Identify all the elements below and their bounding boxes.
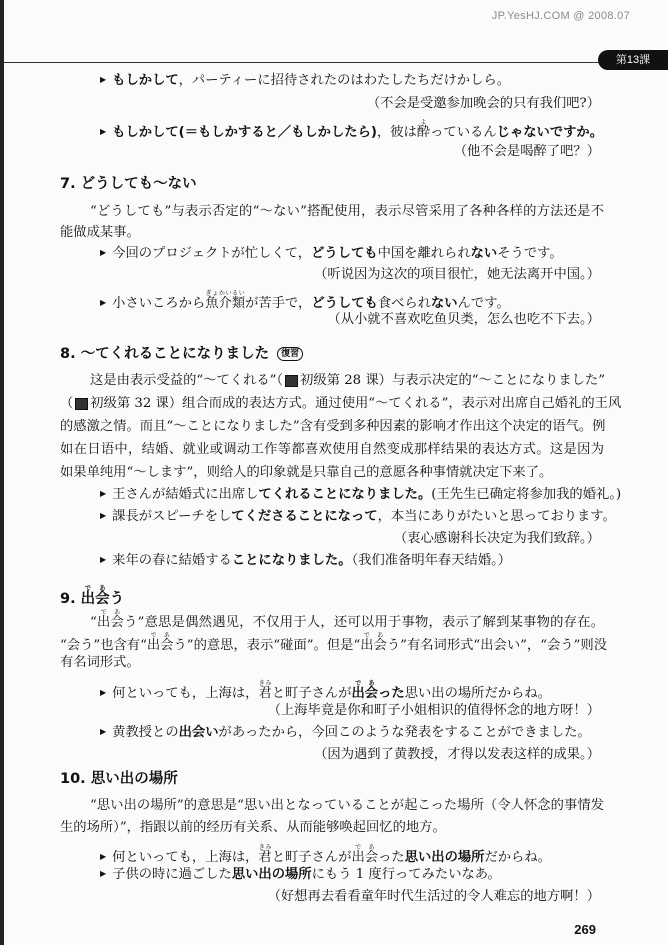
example-sentence — [100, 866, 501, 885]
text: 有名词形式。 — [60, 655, 140, 670]
furigana-word — [416, 119, 431, 140]
ruby-base: 出会 — [351, 850, 379, 865]
ruby-base: 出会 — [351, 686, 379, 701]
translation: （上海毕竟是你和町子小姐相识的值得怀念的地方呀！） — [267, 703, 600, 718]
text: があったから，今回このような発表をすることができました。 — [218, 725, 591, 740]
book-reference-icon — [75, 398, 88, 410]
furigana: であ — [360, 632, 387, 639]
furigana: であ — [351, 680, 379, 687]
text: う”的意思，表示“碰面”。但是“ — [173, 638, 361, 653]
paragraph-line — [60, 418, 604, 436]
ruby-base: 魚介類 — [205, 296, 246, 311]
text: にもう 1 度行ってみたいなあ。 — [311, 867, 501, 882]
emphasized-text: ない — [431, 296, 458, 311]
translation: （好想再去看看童年时代生活过的令人难忘的地方啊！） — [267, 889, 600, 904]
section-heading: 7. どうしても〜ない — [60, 176, 197, 192]
ruby-base: 出会 — [80, 591, 110, 607]
text: 这是由表示受益的“〜てくれる”（ — [90, 373, 284, 388]
emphasized-text: てくださることになって — [231, 509, 378, 524]
example-sentence — [100, 119, 603, 143]
section-number: 9. — [60, 591, 81, 607]
emphasized-text: もしかして(＝もしかすると／もしかしたら) — [112, 125, 377, 140]
paragraph-line — [90, 203, 604, 221]
text — [416, 119, 431, 140]
text: “どうしても”与表示否定的“〜ない”搭配使用，表示尽管采用了各种各样的方法还是不 — [90, 204, 604, 219]
furigana-word — [351, 680, 379, 701]
ruby-base: 君 — [258, 850, 272, 865]
text: 小さいころから — [112, 296, 206, 311]
text: ，彼は — [376, 125, 417, 140]
text — [258, 844, 272, 865]
text — [96, 609, 125, 630]
ruby-base: 出会 — [146, 638, 174, 653]
furigana: きみ — [258, 680, 272, 687]
translation: （衷心感谢科长决定为我们致辞。） — [393, 531, 600, 546]
translation: （从小就不喜欢吃鱼贝类，怎么也吃不下去。） — [327, 312, 600, 327]
ruby-base: 出会 — [96, 615, 125, 630]
translation: （他不会是喝醉了吧？） — [453, 144, 600, 159]
emphasized-text: どうしても — [311, 296, 378, 311]
paragraph-line — [60, 632, 607, 655]
text: （ — [60, 396, 74, 411]
ruby-base: 出会 — [360, 638, 387, 653]
text: 中国を離れられ — [377, 246, 471, 261]
text: が苦手で， — [245, 296, 312, 311]
section-title — [80, 585, 125, 607]
header-rule — [4, 62, 608, 63]
translation: （不会是受邀参加晚会的只有我们吧?） — [366, 96, 600, 111]
furigana: であ — [146, 632, 174, 639]
text: そうです。 — [497, 246, 563, 261]
section-title: 8. 〜てくれることになりました — [60, 346, 270, 362]
text: と町子さんが — [271, 686, 352, 701]
furigana: ぎょかいるい — [205, 290, 246, 297]
furigana-word — [80, 585, 110, 607]
text: 来年の春に結婚する — [112, 553, 232, 568]
furigana-word — [258, 844, 272, 865]
example-sentence — [100, 552, 511, 571]
text: 生的场所）”，指跟以前的经历有关系、从而能够唤起回忆的地方。 — [60, 820, 446, 835]
example-sentence — [100, 486, 621, 505]
paragraph-line — [90, 609, 604, 632]
text: と町子さんが — [271, 850, 352, 865]
page-number: 269 — [574, 922, 596, 937]
ruby-base: 君 — [258, 686, 272, 701]
emphasized-text: った — [378, 686, 405, 701]
book-reference-icon — [285, 375, 298, 387]
text: ，パーティーに招待されたのはわたしたちだけかしら。 — [178, 73, 510, 88]
translation: （因为遇到了黄教授，才得以发表这样的成果。） — [314, 747, 600, 762]
text — [360, 632, 387, 653]
furigana: きみ — [258, 844, 272, 851]
furigana-word — [146, 632, 174, 653]
text — [258, 680, 272, 701]
example-sentence — [100, 72, 510, 91]
text: 如在日语中，结婚、就业或调动工作等都喜欢使用自然变成那样结果的表达方式。这是因为 — [60, 442, 604, 457]
furigana-word — [205, 290, 246, 311]
lesson-tab: 第13課 — [598, 50, 668, 70]
text — [146, 632, 174, 653]
paragraph-line — [90, 372, 605, 390]
text: 課長がスピーチをし — [112, 509, 232, 524]
emphasized-text: もしかして — [112, 73, 179, 88]
text: （我们准备明年春天结婚。） — [351, 553, 512, 568]
example-sentence — [100, 508, 616, 527]
emphasized-text: ことになりました。 — [231, 553, 352, 568]
text: った — [378, 850, 405, 865]
text: う”有名词形式“出会い”，“会う”则没 — [386, 638, 607, 653]
text — [351, 844, 379, 865]
emphasized-text: てくれることになりました。 — [258, 487, 432, 502]
furigana: であ — [96, 609, 124, 616]
section-heading — [60, 585, 124, 608]
emphasized-text: 思い出の場所 — [404, 850, 485, 865]
text: 子供の時に過ごした — [112, 867, 232, 882]
watermark: JP.YesHJ.COM @ 2008.07 — [491, 10, 630, 22]
text: (王先生已确定将参加我的婚礼。) — [431, 487, 622, 502]
section-heading: 10. 思い出の場所 — [60, 771, 178, 787]
text: 如果单纯用“〜します”，则给人的印象就是只靠自己的意愿各种事情就决定下来了。 — [60, 465, 553, 480]
emphasized-text: 出会い — [178, 725, 219, 740]
text: う”意思是偶然遇见，不仅用于人，还可以用于事物，表示了解到某事物的存在。 — [124, 615, 605, 630]
emphasized-text: ない — [470, 246, 498, 261]
example-sentence — [100, 844, 551, 868]
text: っているん — [430, 125, 497, 140]
paragraph-line — [60, 395, 621, 413]
paragraph-line — [90, 797, 604, 815]
text: 思い出の場所だからね。 — [404, 686, 551, 701]
text: んです。 — [457, 296, 510, 311]
example-sentence — [100, 680, 551, 704]
furigana: であ — [351, 844, 379, 851]
furigana-word — [360, 632, 387, 653]
section-heading — [60, 345, 303, 363]
emphasized-text — [351, 680, 379, 701]
paragraph-line — [60, 654, 140, 672]
text: “会う”也含有“ — [60, 638, 147, 653]
paragraph-line — [60, 819, 446, 837]
text: “思い出の場所”的意思是“思い出となっていることが起こった場所（令人怀念的事情发 — [90, 798, 604, 813]
text: 食べられ — [377, 296, 432, 311]
scan-edge — [0, 0, 4, 945]
text: 何といっても，上海は， — [112, 850, 259, 865]
ruby-base: 酔 — [416, 125, 431, 140]
furigana: であ — [80, 585, 110, 592]
furigana-word — [96, 609, 125, 630]
example-sentence — [100, 245, 563, 264]
furigana-word — [351, 844, 379, 865]
furigana-word — [258, 680, 272, 701]
text: 黄教授との — [112, 725, 179, 740]
text: 的感激之情。而且“〜ことになりました”含有受到多种因素的影响才作出这个决定的语气。例 — [60, 419, 606, 434]
emphasized-text: じゃないですか。 — [496, 125, 603, 140]
emphasized-text: どうしても — [311, 246, 378, 261]
review-badge-icon: 復習 — [277, 347, 303, 361]
text: “ — [90, 615, 97, 630]
emphasized-text: 思い出の場所 — [231, 867, 312, 882]
text: ，本当にありがたいと思っております。 — [377, 509, 616, 524]
translation: （听说因为这次的项目很忙，她无法离开中国。） — [314, 267, 600, 282]
emphasized-text — [80, 585, 110, 607]
paragraph-line — [60, 464, 552, 482]
furigana: よ — [416, 119, 431, 126]
text: 王さんが結婚式に出席し — [112, 487, 259, 502]
text — [205, 290, 246, 311]
text: 能做成某事。 — [60, 225, 140, 240]
text: 今回のプロジェクトが忙しくて， — [112, 246, 312, 261]
paragraph-line — [60, 224, 140, 242]
emphasized-text: う — [109, 591, 125, 607]
paragraph-line — [60, 441, 604, 459]
text: 初级第 28 课）与表示决定的“〜ことになりました” — [300, 373, 606, 388]
text: 何といっても，上海は， — [112, 686, 259, 701]
text: だからね。 — [484, 850, 551, 865]
text: 初级第 32 课）组合而成的表达方式。通过使用“〜てくれる”，表示对出席自己婚礼的王风 — [90, 396, 622, 411]
example-sentence — [100, 724, 591, 743]
